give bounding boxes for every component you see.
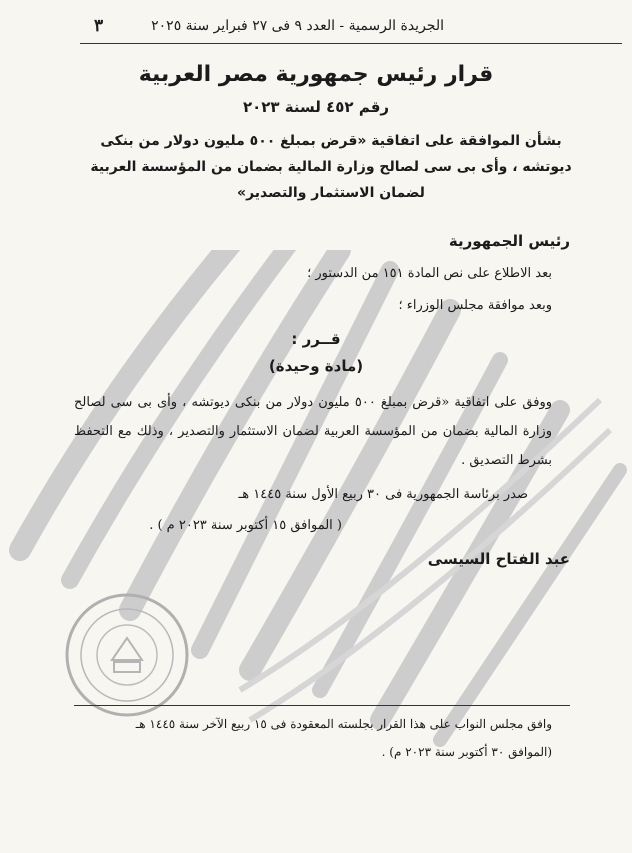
decree-subject: بشأن الموافقة على اتفاقية «قرض بمبلغ ٥٠٠ مليون دولار من بنكى ديوتشه ، وأى بى سى لصالح وزارة المالية بضمان من المؤسسة العربية لضمان الاستثمار والتصدير» [90, 133, 572, 201]
official-seal-icon [62, 590, 192, 720]
gregorian-date: ( الموافق ١٥ أكتوبر سنة ٢٠٢٣ م ) . [149, 518, 342, 533]
issuer-heading: رئيس الجمهورية [448, 232, 570, 250]
decree-number: رقم ٤٥٢ لسنة ٢٠٢٣ [242, 98, 390, 116]
gazette-issue-title: الجريدة الرسمية - العدد ٩ فى ٢٧ فبراير سنة ٢٠٢٥ [151, 18, 444, 34]
footnote-divider [74, 705, 570, 706]
running-header [80, 14, 622, 44]
issued-date: صدر برئاسة الجمهورية فى ٣٠ ربيع الأول سنة ١٤٤٥ هـ [238, 487, 528, 502]
page-number: ٣ [94, 16, 104, 36]
preamble-line: بعد الاطلاع على نص المادة ١٥١ من الدستور ؛ [307, 266, 552, 281]
footnote-line: (الموافق ٣٠ أكتوبر سنة ٢٠٢٣ م) . [381, 745, 552, 759]
footnote-line: وافق مجلس النواب على هذا القرار بجلسته المعقودة فى ١٥ ربيع الآخر سنة ١٤٤٥ هـ [135, 717, 552, 731]
decree-title: قرار رئيس جمهورية مصر العربية [138, 62, 494, 87]
header-divider [80, 43, 622, 44]
signature-name: عبد الفتاح السيسى [427, 550, 570, 568]
preamble-line: وبعد موافقة مجلس الوزراء ؛ [398, 298, 552, 313]
decided-heading: قــرر : [291, 330, 341, 348]
article-heading: (مادة وحيدة) [268, 357, 364, 375]
article-text: ووفق على اتفاقية «قرض بمبلغ ٥٠٠ مليون دولار من بنكى ديوتشه ، وأى بى سى لصالح وزارة المالية بضمان من المؤسسة العربية لضمان الاستثمار والتصدير ، وذلك مع التحفظ بشرط التصديق . [74, 395, 552, 468]
